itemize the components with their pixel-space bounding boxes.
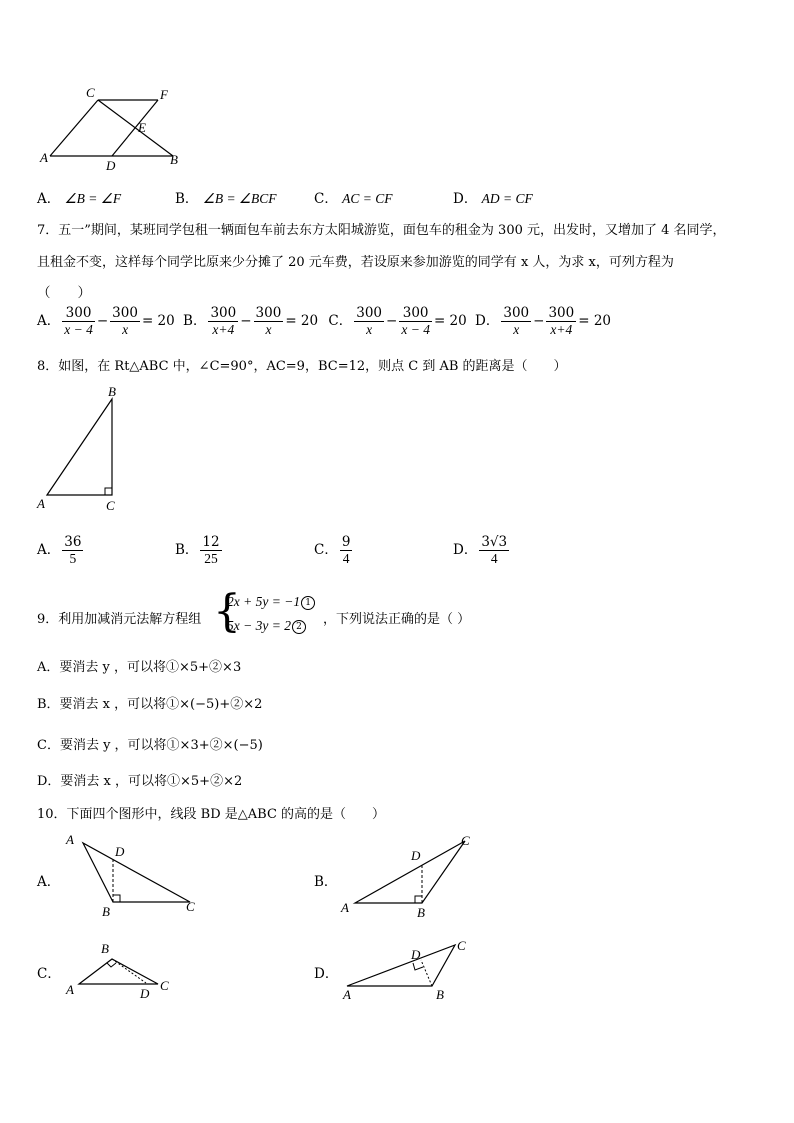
q10-option-d-letter: D． xyxy=(314,966,339,982)
q10-figure-a xyxy=(60,828,210,920)
q10a-label-D: D xyxy=(115,844,125,859)
q10c-dotted-BD xyxy=(112,959,146,983)
q6-option-d: D． AD = CF xyxy=(453,191,533,207)
q10-stem: 10．下面四个图形中，线段 BD 是△ABC 的高的是（ ） xyxy=(37,807,386,822)
q6-option-c: C． AC = CF xyxy=(314,191,393,207)
q7-options xyxy=(37,306,611,337)
q10-option-c-letter: C． xyxy=(37,966,61,982)
q10d-label-C: C xyxy=(457,938,466,953)
q7-option-a: A． $\frac{300}{x - 4}$ − $\frac{300}{x}$ = 20 xyxy=(37,305,175,337)
q10c-angle-mark xyxy=(107,963,116,967)
q10b-label-D: D xyxy=(411,848,421,863)
q8-stem: 8．如图，在 Rt△ABC 中，∠C=90°，AC=9，BC=12，则点 C 到 AB 的距离是（ ） xyxy=(37,359,567,374)
q7-stem-line2: 且租金不变，这样每个同学比原来少分摊了 20 元车费，若设原来参加游览的同学有 x 人，为求 x，可列方程为 xyxy=(37,255,674,270)
q10-figure-b xyxy=(335,828,485,920)
q10b-label-B: B xyxy=(417,905,425,920)
q9-option-d: D．要消去 x ，可以将①×5+②×2 xyxy=(37,774,243,789)
q6-label-E: E xyxy=(138,120,146,135)
q10a-label-A: A xyxy=(66,832,74,847)
q10-figure-d xyxy=(335,933,485,1008)
q8-label-C: C xyxy=(106,498,115,513)
q10a-label-C: C xyxy=(186,899,195,914)
q8-figure xyxy=(30,382,130,517)
q6-figure xyxy=(30,80,200,175)
q9-option-b: B．要消去 x ，可以将①×(−5)+②×2 xyxy=(37,697,263,712)
q10-option-b-letter: B． xyxy=(314,874,338,890)
q9-eq2: 5x − 3y = 2 2 xyxy=(227,618,306,634)
q9-option-a: A．要消去 y ，可以将①×5+②×3 xyxy=(37,660,242,675)
q10d-dotted-BD xyxy=(421,960,432,986)
q7-option-d: D． $\frac{300}{x}$ − $\frac{300}{x+4}$ = 20 xyxy=(475,305,612,337)
q10c-label-C: C xyxy=(160,978,169,993)
q8-option-c: C． $\frac{9}{4}$ xyxy=(314,534,351,566)
q7-answer-paren: （ ） xyxy=(37,285,91,301)
q7-option-b: B． $\frac{300}{x+4}$ − $\frac{300}{x}$ = 20 xyxy=(183,305,319,337)
q10a-label-B: B xyxy=(102,904,110,919)
q10d-label-B: B xyxy=(436,987,444,1002)
q8-label-B: B xyxy=(108,384,116,399)
q6-label-D: D xyxy=(106,158,116,173)
q10b-label-C: C xyxy=(461,833,470,848)
q10b-triangle xyxy=(355,841,465,903)
q9-brace: { xyxy=(213,586,241,637)
q10d-label-D: D xyxy=(411,947,421,962)
q10-figure-c xyxy=(60,938,180,1003)
q10c-label-B: B xyxy=(101,941,109,956)
q10d-triangle xyxy=(347,945,455,986)
q10c-label-A: A xyxy=(66,982,74,997)
q8-option-a: A． $\frac{36}{5}$ xyxy=(37,534,82,566)
q8-option-d: D． $\frac{3√3}{4}$ xyxy=(453,534,508,566)
q10a-triangle xyxy=(83,843,190,902)
q10c-triangle xyxy=(79,959,158,984)
q9-eq1: 2x + 5y = −1 1 xyxy=(227,594,315,610)
q6-label-A: A xyxy=(40,150,48,165)
q10b-right-angle-mark xyxy=(415,896,422,903)
q6-option-a: A． ∠B = ∠F xyxy=(37,191,122,207)
q7-option-c: C． $\frac{300}{x}$ − $\frac{300}{x - 4}$ = 20 xyxy=(328,305,467,337)
q9-option-c: C．要消去 y ，可以将①×3+②×(−5) xyxy=(37,738,263,753)
q10b-label-A: A xyxy=(341,900,349,915)
q6-label-F: F xyxy=(160,87,168,102)
q10c-label-D: D xyxy=(140,986,150,1001)
q7-stem-line1: 7．五一”期间，某班同学包租一辆面包车前去东方太阳城游览，面包车的租金为 300 元，出发时，又增加了 4 名同学， xyxy=(37,223,726,238)
q10a-right-angle-mark xyxy=(113,895,120,902)
q8-label-A: A xyxy=(37,496,45,511)
q6-label-B: B xyxy=(170,152,178,167)
q10d-right-angle-mark xyxy=(413,963,423,970)
q8-option-b: B． $\frac{12}{25}$ xyxy=(175,534,220,566)
q6-segment-AC xyxy=(50,100,98,156)
q9-prefix: 9．利用加减消元法解方程组 xyxy=(37,612,202,627)
q6-option-b: B． ∠B = ∠BCF xyxy=(175,191,277,207)
q10-option-a-letter: A． xyxy=(37,874,61,890)
q9-suffix: ，下列说法正确的是（ ） xyxy=(323,612,471,627)
q6-label-C: C xyxy=(86,85,95,100)
q6-segment-CB xyxy=(98,100,173,156)
q8-right-angle-mark xyxy=(105,488,112,495)
q10d-label-A: A xyxy=(343,987,351,1002)
q8-triangle xyxy=(47,399,112,495)
